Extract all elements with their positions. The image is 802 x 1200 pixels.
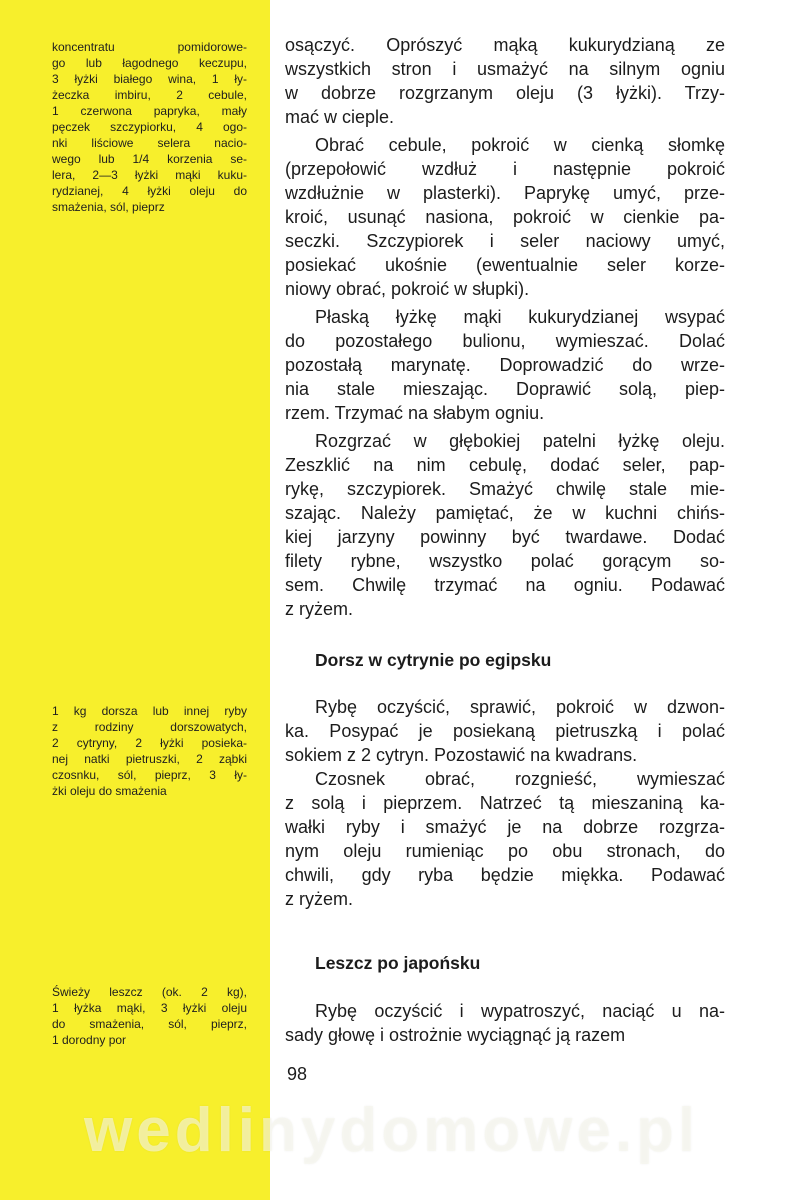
text-line: sem. Chwilę trzymać na ogniu. Podawać [285, 575, 725, 595]
text-line: osączyć. Oprószyć mąką kukurydzianą ze [285, 35, 725, 55]
text-line: sokiem z 2 cytryn. Pozostawić na kwadrans. [285, 745, 638, 765]
text-line: (przepołowić wzdłuż i następnie pokroić [285, 159, 725, 179]
text-line: w dobrze rozgrzanym oleju (3 łyżki). Trzy- [285, 83, 725, 103]
text-line: Płaską łyżkę mąki kukurydzianej wsypać [315, 307, 725, 327]
text-line: 1 dorodny por [52, 1033, 127, 1047]
text-line: koncentratu pomidorowe- [52, 40, 247, 54]
text-line: żki oleju do smażenia [52, 784, 167, 798]
text-line: z ryżem. [285, 599, 354, 619]
paragraph [285, 305, 725, 425]
text-line: pozostałą marynatę. Doprowadzić do wrze- [285, 355, 725, 375]
recipe-body [285, 999, 725, 1047]
text-line: rydzianej, 4 łyżki oleju do [52, 184, 247, 198]
text-line: lera, 2—3 łyżki mąki kuku- [52, 168, 247, 182]
text-line: rzem. Trzymać na słabym ogniu. [285, 403, 545, 423]
text-line: wzdłużnie w plasterki). Paprykę umyć, prze- [285, 183, 725, 203]
text-line: wałki ryby i smażyć je na dobrze rozgrza- [285, 817, 725, 837]
text-line: smażenia, sól, pieprz [52, 200, 165, 214]
ingredients-note [52, 984, 247, 1048]
paragraph [285, 33, 725, 129]
text-line: chwili, gdy ryba będzie miękka. Podawać [285, 865, 725, 885]
text-line: Rozgrzać w głębokiej patelni łyżkę oleju. [315, 431, 725, 451]
ingredients-sidebar [0, 0, 270, 1200]
text-line: seczki. Szczypiorek i seler naciowy umyć, [285, 231, 725, 251]
text-line: 2 cytryny, 2 łyżki posieka- [52, 736, 247, 750]
text-line: wszystkich stron i usmażyć na silnym ogniu [285, 59, 725, 79]
text-line: ka. Posypać je posiekaną pietruszką i polać [285, 721, 725, 741]
text-line: posiekać ukośnie (ewentualnie seler korze- [285, 255, 725, 275]
paragraph [285, 767, 725, 911]
text-line: 1 kg dorsza lub innej ryby [52, 704, 247, 718]
text-line: Rybę oczyścić, sprawić, pokroić w dzwon- [315, 697, 725, 717]
text-line: 1 czerwona papryka, mały [52, 104, 247, 118]
recipe-body [285, 695, 725, 911]
text-line: go lub łagodnego keczupu, [52, 56, 247, 70]
text-line: rykę, szczypiorek. Smażyć chwilę stale mie- [285, 479, 725, 499]
recipe-continuation [285, 33, 725, 621]
text-line: Obrać cebule, pokroić w cienką słomkę [315, 135, 725, 155]
page-number: 98 [287, 1064, 308, 1084]
paragraph [285, 429, 725, 621]
paragraph [285, 133, 725, 301]
text-line: mać w cieple. [285, 107, 395, 127]
text-line: filety rybne, wszystko polać gorącym so- [285, 551, 725, 571]
text-line: nia stale mieszając. Doprawić solą, piep- [285, 379, 725, 399]
text-line: z solą i pieprzem. Natrzeć tą mieszaniną ka- [285, 793, 725, 813]
text-line: wego lub 1/4 korzenia se- [52, 152, 247, 166]
text-line: pęczek szczypiorku, 4 ogo- [52, 120, 247, 134]
watermark: wedlinydomowe.pl [84, 1096, 700, 1165]
text-line: nki liściowe selera nacio- [52, 136, 247, 150]
text-line: do smażenia, sól, pieprz, [52, 1017, 247, 1031]
text-line: kroić, usunąć nasiona, pokroić w cienkie pa- [285, 207, 725, 227]
recipe-title: Dorsz w cytrynie po egipsku [315, 650, 552, 670]
text-line: sady głowę i ostrożnie wyciągnąć ją razem [285, 1025, 626, 1045]
text-line: niowy obrać, pokroić w słupki). [285, 279, 530, 299]
text-line: szając. Należy pamiętać, że w kuchni chińs- [285, 503, 725, 523]
paragraph [285, 999, 725, 1047]
text-line: nej natki pietruszki, 2 ząbki [52, 752, 247, 766]
text-line: 3 łyżki białego wina, 1 ły- [52, 72, 247, 86]
text-line: do pozostałego bulionu, wymieszać. Dolać [285, 331, 725, 351]
text-line: z rodziny dorszowatych, [52, 720, 247, 734]
text-line: Czosnek obrać, rozgnieść, wymieszać [315, 769, 725, 789]
text-line: Rybę oczyścić i wypatroszyć, naciąć u na- [315, 1001, 725, 1021]
text-line: kiej jarzyny powinny być twardawe. Dodać [285, 527, 725, 547]
text-line: Świeży leszcz (ok. 2 kg), [52, 985, 247, 999]
ingredients-note [52, 703, 247, 799]
text-line: żeczka imbiru, 2 cebule, [52, 88, 247, 102]
text-line: nym oleju rumieniąc po obu stronach, do [285, 841, 725, 861]
text-line: czosnku, sól, pieprz, 3 ły- [52, 768, 247, 782]
recipe-title: Leszcz po japońsku [315, 953, 481, 973]
paragraph [285, 695, 725, 767]
text-line: z ryżem. [285, 889, 354, 909]
text-line: Zeszklić na nim cebulę, dodać seler, pap- [285, 455, 725, 475]
text-line: 1 łyżka mąki, 3 łyżki oleju [52, 1001, 247, 1015]
ingredients-note [52, 39, 247, 215]
